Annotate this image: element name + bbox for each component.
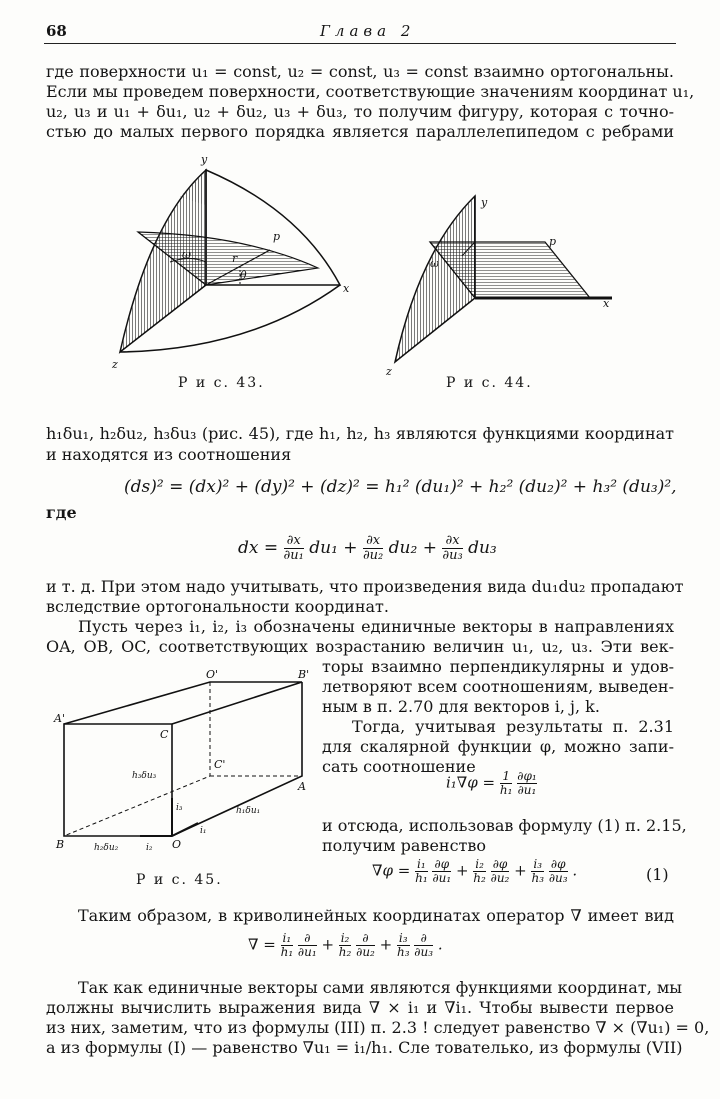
fig43-label-p: p [273, 230, 281, 243]
figure-44-caption: Р и с. 44. [446, 375, 533, 391]
fig45-label-A-prime: A' [54, 712, 65, 725]
fig44-label-p: p [549, 235, 557, 248]
fig43-label-omega: ω [182, 248, 191, 261]
equation-dx: dx = $\frac{\partial x}{\text{∂u₁}}$ du₁ + $\frac{\partial x}{\text{∂u₂}}$ du₂ + $\frac{\partial x}{\text{∂u₃}}$ du₃ [238, 533, 497, 563]
text-line: из них, заметим, что из формулы (III) п. 2.3 ! следует равенство ∇ × (∇u₁) = 0, [46, 1018, 710, 1037]
fig45-label-i3: i₃ [176, 803, 183, 813]
text-line: где [46, 503, 77, 522]
text-line: летворяют всем соотношениям, выведен- [322, 677, 674, 696]
fig45-label-A: A [298, 780, 306, 793]
fig44-label-omega: ω [430, 257, 439, 270]
fig44-label-z: z [386, 365, 392, 378]
text-line: Тогда, учитывая результаты п. 2.31 [352, 717, 674, 736]
text-line: должны вычислить выражения вида ∇ × i₁ и ∇i₁. Чтобы вывести первое [46, 998, 674, 1017]
text-line: сать соотношение [322, 757, 476, 776]
equation-nabla: ∇ = $\frac{\text{i₁}}{\text{h₁}}$ ∂ ∂u₁ + $\frac{\text{i₂}}{\text{h₂}}$ ∂ ∂u₂ + $\frac{\text{i₃}}{\text{h₃}}$ ∂ ∂u₃ . [248, 931, 443, 959]
fig45-label-i1: i₁ [200, 826, 207, 836]
text-line: и находятся из соотношения [46, 445, 292, 464]
fig45-label-h1du1: h₁δu₁ [236, 806, 261, 816]
text-line: Таким образом, в криволинейных координатах оператор ∇ имеет вид [78, 906, 674, 925]
sphere-octant [120, 170, 340, 352]
fig44-label-y: y [481, 196, 488, 209]
fig43-label-x: x [343, 282, 350, 295]
page-number: 68 [46, 22, 67, 40]
text-line: и т. д. При этом надо учитывать, что произведения вида du₁du₂ пропадают [46, 577, 684, 596]
fig45-label-i2: i₂ [146, 843, 153, 853]
fig45-label-B-prime: B' [298, 668, 310, 681]
text-line: для скалярной функции φ, можно запи- [322, 737, 674, 756]
text-line: а из формулы (I) — равенство ∇u₁ = i₁/h₁. Сле тователько, из формулы (VII) [46, 1038, 683, 1057]
text-line: u₂, u₃ и u₁ + δu₁, u₂ + δu₂, u₃ + δu₃, то получим фигуру, которая с точно- [46, 102, 674, 121]
text-line: торы взаимно перпендикулярны и удов- [322, 657, 674, 676]
equation-i1-grad: i₁∇φ = $\frac{1}{\text{h₁}}$ $\frac{\text{∂φ₁}}{\text{∂u₁}}$ [446, 769, 537, 797]
text-line: вследствие ортогональности координат. [46, 597, 389, 616]
parallelepiped [64, 682, 302, 836]
text-line: h₁δu₁, h₂δu₂, h₃δu₃ (рис. 45), где h₁, h₂, h₃ являются функциями координат [46, 424, 674, 443]
fig45-label-O-prime: O' [206, 668, 219, 681]
fig43-label-z: z [112, 358, 118, 371]
fig43-label-y: y [201, 153, 208, 166]
text-line: и отсюда, использовав формулу (1) п. 2.15, [322, 816, 687, 835]
fig43-label-theta: θ [240, 269, 247, 282]
text-line: Так как единичные векторы сами являются функциями координат, мы [78, 978, 683, 997]
text-line: Если мы проведем поверхности, соответствующие значениям координат u₁, [46, 82, 695, 101]
text-line: ным в п. 2.70 для векторов i, j, k. [322, 697, 600, 716]
text-line: Пусть через i₁, i₂, i₃ обозначены единичные векторы в направлениях [78, 617, 674, 636]
running-head: Глава 2 [320, 22, 416, 40]
text-line: где поверхности u₁ = const, u₂ = const, u₃ = const взаимно ортогональны. [46, 62, 674, 81]
fig45-label-h2du2: h₂δu₂ [94, 843, 119, 853]
equation-number: (1) [646, 865, 669, 884]
figure-43-caption: Р и с. 43. [178, 375, 265, 391]
fig45-label-O: O [172, 838, 182, 851]
text-line: стью до малых первого порядка является параллелепипедом с ребрами [46, 122, 674, 141]
fig45-label-B: B [56, 838, 65, 851]
fig45-label-h3du3: h₃δu₃ [132, 771, 157, 781]
figure-45-caption: Р и с. 45. [136, 872, 223, 888]
figure-43 [0, 0, 720, 400]
cylinder-diagram [395, 196, 612, 362]
equation-ds: (ds)² = (dx)² + (dy)² + (dz)² = h₁² (du₁)² + h₂² (du₂)² + h₃² (du₃)², [124, 477, 677, 497]
fig45-label-C-prime: C' [214, 758, 226, 771]
text-line: OA, OB, OC, соответствующих возрастанию величин u₁, u₂, u₃. Эти век- [46, 637, 675, 656]
fig45-label-C: C [160, 728, 169, 741]
text-line: получим равенство [322, 836, 487, 855]
equation-gradient: ∇φ = $\frac{\text{i₁}}{\text{h₁}}$ $\frac{\partial\varphi}{\text{∂u₁}}$ + $\frac{\text{i₂}}{\text{h₂}}$ $\frac{\partial\varphi}{\text{∂u₂}}$ + $\frac{\text{i₃}}{\text{h₃}}$ $\frac{\partial\varphi}{\text{∂u₃}}$ . [372, 857, 578, 885]
fig44-label-x: x [603, 297, 610, 310]
fig43-label-r: r [232, 252, 238, 265]
